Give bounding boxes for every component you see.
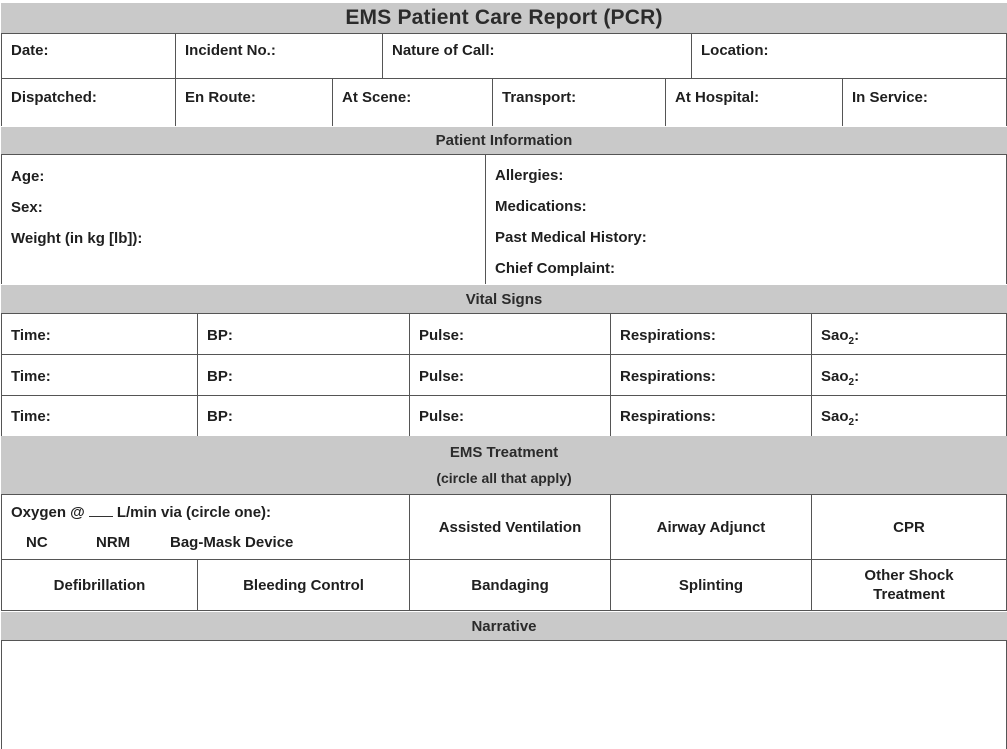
bp-label: BP: xyxy=(207,408,233,425)
time-label: Time: xyxy=(11,408,51,425)
vitals-bp[interactable] xyxy=(198,396,410,436)
treatment-title: EMS Treatment xyxy=(449,444,559,461)
bp-label: BP: xyxy=(207,327,233,344)
splinting-option[interactable]: Splinting xyxy=(611,560,812,610)
vitals-time[interactable] xyxy=(2,355,198,395)
chief-complaint-label[interactable]: Chief Complaint: xyxy=(495,260,615,277)
vitals-row-1 xyxy=(1,313,1007,354)
respirations-label: Respirations: xyxy=(620,368,716,385)
weight-label[interactable]: Weight (in kg [lb]): xyxy=(11,230,143,247)
vitals-respirations[interactable] xyxy=(611,355,812,395)
incident-number-field[interactable] xyxy=(176,34,383,78)
sex-label[interactable]: Sex: xyxy=(11,199,43,216)
treatment-subtitle: (circle all that apply) xyxy=(436,470,572,486)
allergies-label[interactable]: Allergies: xyxy=(495,167,564,184)
bp-label: BP: xyxy=(207,368,233,385)
ems-treatment-heading xyxy=(1,436,1007,494)
medications-label[interactable]: Medications: xyxy=(495,198,587,215)
pulse-label: Pulse: xyxy=(419,327,465,344)
location-label: Location: xyxy=(701,42,769,59)
oxygen-option-nc[interactable]: NC xyxy=(26,534,48,551)
en-route-field[interactable] xyxy=(176,79,333,126)
sao2-label: Sao$_2$: xyxy=(821,327,860,347)
vitals-bp[interactable] xyxy=(198,355,410,395)
bandaging-option[interactable]: Bandaging xyxy=(410,560,611,610)
dispatched-field[interactable] xyxy=(2,79,176,126)
location-field[interactable] xyxy=(692,34,1006,78)
dispatched-label: Dispatched: xyxy=(11,89,97,106)
bleeding-control-option[interactable]: Bleeding Control xyxy=(198,560,410,610)
airway-adjunct-option[interactable]: Airway Adjunct xyxy=(611,495,812,559)
patient-information-heading: Patient Information xyxy=(1,127,1007,154)
patient-demographics xyxy=(2,155,486,284)
treatment-row-2 xyxy=(1,559,1007,611)
at-hospital-label: At Hospital: xyxy=(675,89,760,106)
in-service-label: In Service: xyxy=(852,89,928,106)
transport-field[interactable] xyxy=(493,79,666,126)
pulse-label: Pulse: xyxy=(419,368,465,385)
date-label: Date: xyxy=(11,42,49,59)
sao2-label: Sao$_2$: xyxy=(821,368,860,388)
incident-row xyxy=(1,33,1007,78)
vitals-respirations[interactable] xyxy=(611,396,812,436)
vitals-pulse[interactable] xyxy=(410,314,611,354)
narrative-heading: Narrative xyxy=(1,612,1007,640)
age-label[interactable]: Age: xyxy=(11,168,45,185)
vitals-bp[interactable] xyxy=(198,314,410,354)
nature-of-call-field[interactable] xyxy=(383,34,692,78)
vitals-pulse[interactable] xyxy=(410,396,611,436)
respirations-label: Respirations: xyxy=(620,408,716,425)
incident-number-label: Incident No.: xyxy=(185,42,276,59)
transport-label: Transport: xyxy=(502,89,577,106)
treatment-row-1 xyxy=(1,494,1007,559)
respirations-label: Respirations: xyxy=(620,327,716,344)
vitals-time[interactable] xyxy=(2,314,198,354)
en-route-label: En Route: xyxy=(185,89,256,106)
oxygen-option-bag-mask[interactable]: Bag-Mask Device xyxy=(170,534,294,551)
at-hospital-field[interactable] xyxy=(666,79,843,126)
date-field[interactable] xyxy=(2,34,176,78)
vitals-respirations[interactable] xyxy=(611,314,812,354)
past-medical-history-label[interactable]: Past Medical History: xyxy=(495,229,647,246)
narrative-area[interactable] xyxy=(1,640,1007,749)
oxygen-rate-blank[interactable] xyxy=(89,504,113,517)
at-scene-field[interactable] xyxy=(333,79,493,126)
in-service-field[interactable] xyxy=(843,79,1006,126)
form-title: EMS Patient Care Report (PCR) xyxy=(1,3,1007,33)
assisted-ventilation-option[interactable]: Assisted Ventilation xyxy=(410,495,611,559)
times-row xyxy=(1,78,1007,126)
time-label: Time: xyxy=(11,327,51,344)
cpr-option[interactable]: CPR xyxy=(893,518,925,536)
vitals-sao2[interactable] xyxy=(812,314,1006,354)
oxygen-option-nrm[interactable]: NRM xyxy=(96,534,131,551)
vital-signs-heading: Vital Signs xyxy=(1,285,1007,313)
vitals-pulse[interactable] xyxy=(410,355,611,395)
sao2-label: Sao$_2$: xyxy=(821,408,860,428)
patient-history xyxy=(486,155,1006,284)
vitals-time[interactable] xyxy=(2,396,198,436)
vitals-row-2 xyxy=(1,354,1007,395)
oxygen-line: Oxygen @ L/min via (circle one): xyxy=(11,504,272,521)
defibrillation-option[interactable]: Defibrillation xyxy=(2,560,198,610)
nature-of-call-label: Nature of Call: xyxy=(392,42,495,59)
pulse-label: Pulse: xyxy=(419,408,465,425)
oxygen-cell[interactable] xyxy=(2,495,410,559)
patient-info-row xyxy=(1,154,1007,284)
vitals-row-3 xyxy=(1,395,1007,436)
vitals-sao2[interactable] xyxy=(812,396,1006,436)
at-scene-label: At Scene: xyxy=(342,89,412,106)
vitals-sao2[interactable] xyxy=(812,355,1006,395)
time-label: Time: xyxy=(11,368,51,385)
other-shock-treatment-option[interactable]: Other Shock Treatment xyxy=(864,567,954,603)
